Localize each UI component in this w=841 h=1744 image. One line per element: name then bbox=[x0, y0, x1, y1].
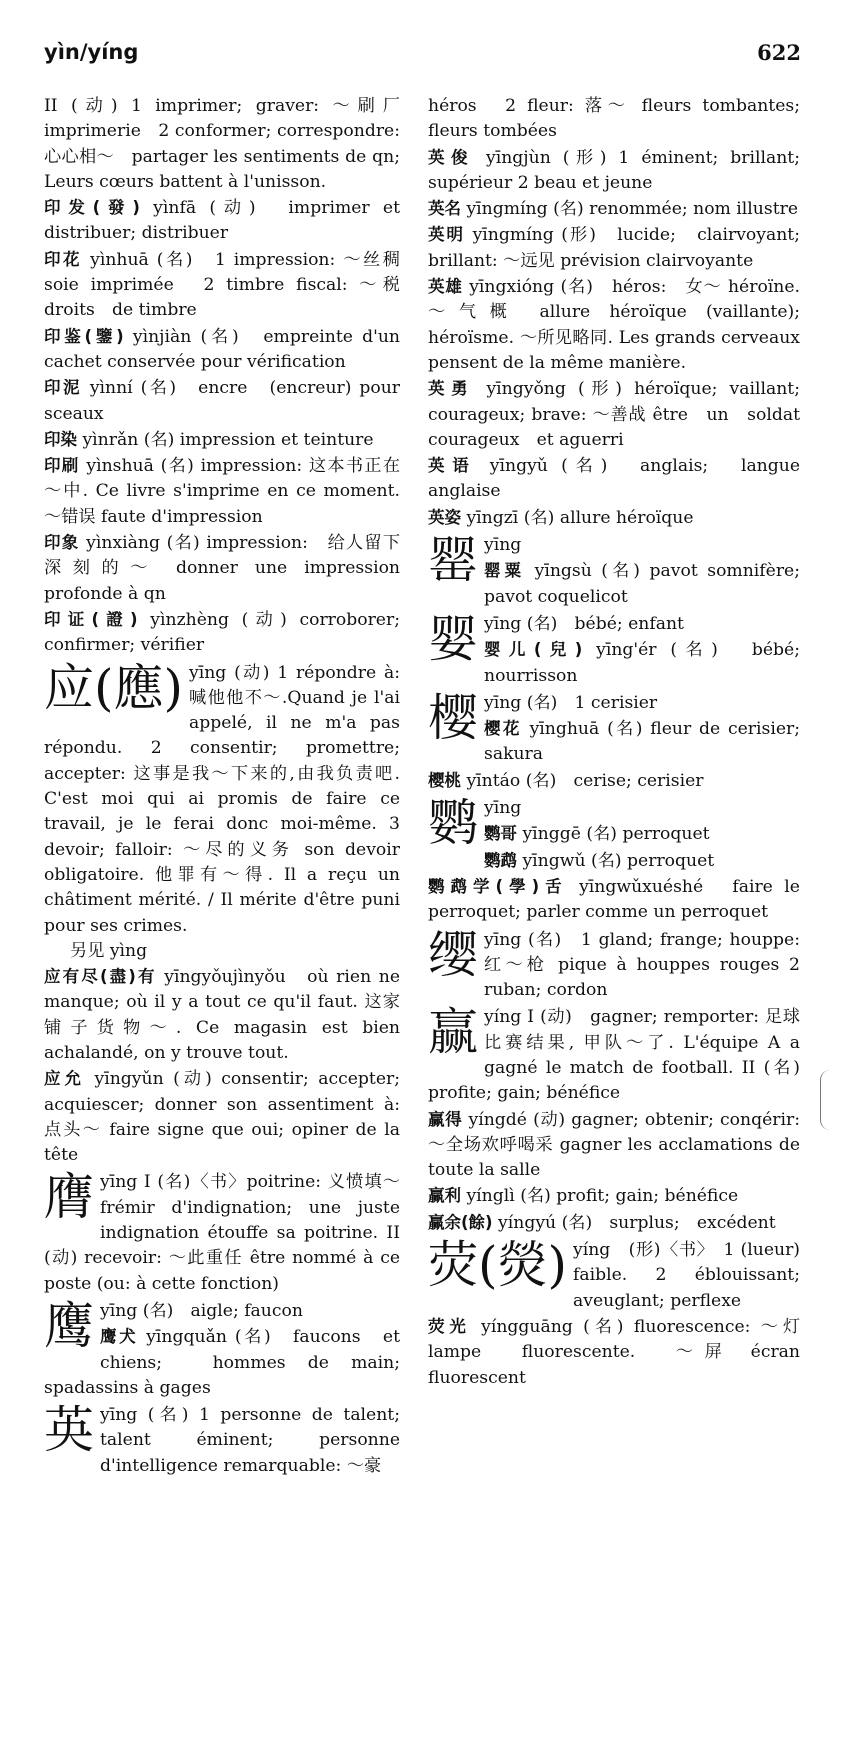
compound-headword: 印花 bbox=[44, 249, 83, 269]
compound-headword: 英名 bbox=[428, 199, 461, 219]
headword-entry bbox=[428, 925, 800, 1004]
compound-definition: yìnrǎn (名) impression et teinture bbox=[77, 429, 374, 450]
compound-definition: yìnhuā (名) 1 impression: ～丝稠 soie imprimée 2 timbre fiscal: ～税 droits de timbre bbox=[44, 249, 418, 321]
compound-definition: yīngwǔ (名) perroquet bbox=[517, 850, 715, 871]
compound-entry bbox=[428, 274, 800, 376]
compound-entry bbox=[44, 607, 400, 659]
entry-definition: yīng (名) 1 personne de talent; talent éminent; personne d'intelligence remarquable: ～豪 bbox=[100, 1405, 400, 1476]
compound-definition: yīngquǎn (名) faucons et chiens; hommes de main; spadassins à gages bbox=[44, 1327, 418, 1398]
compound-headword: 赢利 bbox=[428, 1186, 461, 1206]
compound-headword: 印染 bbox=[44, 429, 77, 449]
compound-entry bbox=[44, 195, 400, 247]
compound-definition: yīngsù (名) pavot somnifère; pavot coquelicot bbox=[484, 561, 800, 607]
compound-definition: yíngyú (名) surplus; excédent bbox=[492, 1212, 776, 1233]
compound-headword: 应有尽(盡)有 bbox=[44, 967, 157, 987]
entry-definition: yīng I (名)〈书〉poitrine: 义愤填～ frémir d'indignation; une juste indignation étouffe sa poitrine. II (动) recevoir: ～此重任 être nommé à ce poste (ou: à cette fonction) bbox=[44, 1172, 400, 1294]
compound-headword: 鹦哥 bbox=[484, 824, 517, 844]
compound-headword: 樱桃 bbox=[428, 770, 461, 790]
compound-definition: yìnshuā (名) impression: 这本书正在～中. Ce livre s'imprime en ce moment. ～错误 faute d'impression bbox=[44, 456, 401, 527]
entry-definition: yīng (名) 1 gland; frange; houppe: 红～枪 pique à houppes rouges 2 ruban; cordon bbox=[484, 929, 800, 1001]
compound-headword: 赢得 bbox=[428, 1109, 463, 1129]
entry-definition: yīng (名) aigle; faucon bbox=[100, 1300, 303, 1321]
compound-headword: 英语 bbox=[428, 456, 477, 476]
headword-character: 荧(熒) bbox=[428, 1236, 568, 1295]
compound-entry bbox=[428, 848, 800, 874]
compound-entry bbox=[428, 196, 800, 222]
compound-headword: 印鉴(鑒) bbox=[44, 326, 124, 346]
compound-entry bbox=[44, 375, 400, 427]
headword-character: 樱 bbox=[428, 688, 478, 747]
compound-entry bbox=[428, 376, 818, 453]
entry-definition: yīng (名) 1 cerisier bbox=[484, 692, 658, 713]
compound-entry bbox=[44, 324, 400, 376]
compound-definition: yīngyǒujìnyǒu où rien ne manque; où il y a tout ce qu'il faut. 这家铺子货物～. Ce magasin est bien achalandé, on y trouve tout. bbox=[44, 967, 400, 1063]
compound-definition: yīngyǒng (形) héroïque; vaillant; courageux; brave: ～善战 être un soldat courageux et aguerri bbox=[428, 379, 818, 450]
headword-entry bbox=[44, 1170, 400, 1296]
compound-headword: 应允 bbox=[44, 1069, 86, 1089]
entry-definition: yīng bbox=[484, 798, 522, 819]
right-column bbox=[428, 94, 818, 1724]
margin-mark bbox=[820, 1070, 835, 1130]
compound-entry bbox=[428, 222, 800, 274]
compound-headword: 荧光 bbox=[428, 1316, 471, 1336]
compound-entry bbox=[44, 247, 418, 324]
compound-definition: yīngmíng (形) lucide; clairvoyant; brillant: ～远见 prévision clairvoyante bbox=[428, 225, 800, 271]
compound-headword: 印刷 bbox=[44, 456, 80, 476]
compound-definition: yíngguāng (名) fluorescence: ～灯 lampe fluorescente. ～屏 écran fluorescent bbox=[428, 1316, 818, 1388]
headword-entry bbox=[44, 1403, 400, 1479]
compound-headword: 英明 bbox=[428, 225, 466, 245]
compound-entry bbox=[44, 530, 400, 607]
compound-entry bbox=[428, 505, 800, 531]
entry-definition: yīng (名) bébé; enfant bbox=[484, 613, 684, 634]
entry-definition: yīng bbox=[484, 535, 522, 556]
compound-headword: 英俊 bbox=[428, 147, 475, 167]
compound-entry bbox=[44, 964, 400, 1066]
compound-headword: 樱花 bbox=[484, 719, 522, 739]
compound-definition: yīngjùn (形) 1 éminent; brillant; supérieur 2 beau et jeune bbox=[428, 147, 801, 193]
compound-entry bbox=[428, 1107, 800, 1184]
compound-definition: yīngmíng (名) renommée; nom illustre bbox=[461, 199, 798, 220]
compound-entry bbox=[428, 874, 800, 926]
compound-headword: 鹰犬 bbox=[100, 1327, 139, 1347]
compound-entry bbox=[428, 1314, 818, 1391]
compound-headword: 印泥 bbox=[44, 378, 82, 398]
continued-definition: héros 2 fleur: 落～ fleurs tombantes; fleurs tombées bbox=[428, 96, 800, 142]
compound-entry bbox=[428, 1210, 800, 1236]
compound-definition: yīngyǔn (动) consentir; accepter; acquiescer; donner son assentiment à: 点头～ faire signe que oui; opiner de la tête bbox=[44, 1069, 401, 1166]
headword-character: 应(應) bbox=[44, 658, 184, 717]
compound-definition: yīnggē (名) perroquet bbox=[517, 824, 710, 845]
headword-character: 婴 bbox=[428, 609, 478, 668]
compound-entry bbox=[428, 453, 800, 505]
compound-definition: yīntáo (名) cerise; cerisier bbox=[461, 770, 704, 791]
compound-entry bbox=[44, 427, 400, 453]
compound-definition: yìnfā (动) imprimer et distribuer; distribuer bbox=[44, 198, 400, 244]
headword-character: 英 bbox=[44, 1401, 94, 1460]
headword-entry bbox=[44, 658, 400, 939]
entry-definition: yíng I (动) gagner; remporter: 足球比赛结果, 甲队～了. L'équipe A a gagné le match de football. II (名) profite; gain; bénéfice bbox=[428, 1007, 800, 1104]
headword-entry bbox=[428, 1005, 800, 1106]
compound-headword: 婴儿(兒) bbox=[484, 640, 583, 660]
compound-entry bbox=[428, 145, 800, 197]
compound-definition: yīnghuā (名) fleur de cerisier; sakura bbox=[484, 719, 801, 765]
compound-entry bbox=[428, 716, 800, 768]
compound-definition: yìnzhèng (动) corroborer; confirmer; vérifier bbox=[44, 609, 400, 656]
headword-character: 鹰 bbox=[44, 1296, 94, 1355]
compound-definition: yīngzī (名) allure héroïque bbox=[461, 507, 694, 528]
compound-entry bbox=[428, 637, 800, 689]
compound-headword: 印证(證) bbox=[44, 609, 138, 629]
headword-character: 鹦 bbox=[428, 794, 478, 853]
entry-definition: yíng (形)〈书〉 1 (lueur) faible. 2 éblouissant; aveuglant; perflexe bbox=[573, 1240, 800, 1311]
compound-definition: yìnjiàn (名) empreinte d'un cachet conservée pour vérification bbox=[44, 326, 400, 372]
compound-headword: 印发(發) bbox=[44, 198, 140, 218]
compound-headword: 鹦鹉学(學)舌 bbox=[428, 876, 568, 896]
compound-entry bbox=[428, 558, 800, 610]
headword-character: 缨 bbox=[428, 925, 478, 984]
headword-entry bbox=[428, 1238, 800, 1314]
compound-definition: yìnxiàng (名) impression: 给人留下深刻的～ donner une impression profonde à qn bbox=[44, 533, 401, 604]
entry-definition: yīng (动) 1 répondre à: 喊他他不～.Quand je l'ai appelé, il ne m'a pas répondu. 2 consentir; promettre; accepter: 这事是我～下来的,由我负责吧. C'est moi qui ai promis de faire ce travail, je le ferai donc moi-même. 3 devoir; falloir: ～尽的义务 son devoir obligatoire. 他罪有～得. Il a reçu un châtiment mérité. / Il mérite d'être puni pour ses crimes. bbox=[44, 662, 400, 936]
compound-headword: 英勇 bbox=[428, 379, 475, 399]
compound-definition: yīngxióng (名) héros: 女～ héroïne. ～气概 allure héroïque (vaillante); héroïsme. ～所见略同. Les grands cerveaux pensent de la même manière. bbox=[428, 277, 800, 373]
compound-entry bbox=[428, 1183, 800, 1209]
headword-character: 膺 bbox=[44, 1168, 94, 1227]
compound-definition: yíngdé (动) gagner; obtenir; conqérir: ～全场欢呼喝采 gagner les acclamations de toute la salle bbox=[428, 1109, 800, 1181]
compound-headword: 赢余(餘) bbox=[428, 1212, 493, 1232]
compound-entry bbox=[428, 821, 800, 847]
compound-headword: 英姿 bbox=[428, 507, 461, 527]
running-head: yìn/yíng bbox=[44, 40, 139, 64]
headword-character: 罂 bbox=[428, 531, 478, 590]
compound-entry bbox=[428, 768, 800, 794]
compound-headword: 英雄 bbox=[428, 277, 463, 297]
compound-headword: 印象 bbox=[44, 533, 80, 553]
compound-entry bbox=[44, 1324, 418, 1401]
compound-definition: yīngyǔ (名) anglais; langue anglaise bbox=[428, 456, 800, 502]
compound-entry bbox=[44, 1066, 400, 1168]
cross-reference: 另见 yìng bbox=[70, 940, 148, 961]
compound-definition: yìnní (名) encre (encreur) pour sceaux bbox=[44, 378, 400, 424]
compound-definition: yīng'ér (名) bébé; nourrisson bbox=[484, 640, 800, 686]
compound-entry bbox=[44, 453, 400, 530]
compound-headword: 罂粟 bbox=[484, 561, 526, 581]
compound-headword: 鹦鹉 bbox=[484, 850, 517, 870]
compound-definition: yīngwǔxuéshé faire le perroquet; parler comme un perroquet bbox=[428, 876, 800, 923]
headword-character: 赢 bbox=[428, 1003, 478, 1062]
page-number: 622 bbox=[757, 40, 801, 65]
page-header bbox=[44, 40, 801, 74]
compound-definition: yínglì (名) profit; gain; bénéfice bbox=[461, 1186, 739, 1207]
continued-definition: II (动) 1 imprimer; graver: ～刷厂 imprimerie 2 conformer; correspondre: 心心相～ partager les sentiments de qn; Leurs cœurs battent à l'unisson. bbox=[44, 96, 418, 192]
left-column bbox=[44, 94, 418, 1724]
